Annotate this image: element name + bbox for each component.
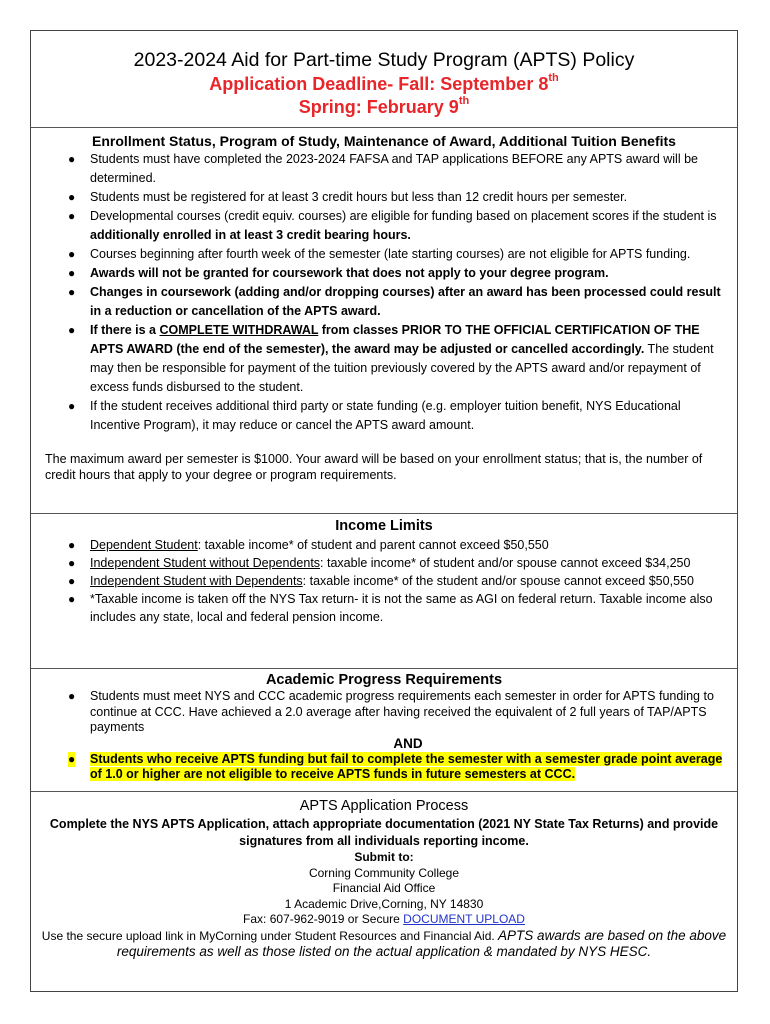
- income-section: [31, 518, 737, 626]
- list-item: ● Students must meet NYS and CCC academic progress requirements each semester in order for APTS funding to continue at CCC. Have achieved a 2.0 average after having received the equivalent of 2 full years of TAP/APTS payments: [68, 689, 714, 734]
- income-heading: Income Limits: [335, 518, 433, 534]
- process-section: [31, 798, 737, 961]
- section-divider: [31, 791, 737, 792]
- list-item: ● Courses beginning after fourth week of the semester (late starting courses) are not eligible for APTS funding.: [68, 247, 691, 261]
- section-divider: [31, 127, 737, 128]
- list-item: ● Developmental courses (credit equiv. courses) are eligible for funding based on placement scores if the student is additionally enrolled in at least 3 credit bearing hours.: [68, 209, 717, 242]
- enrollment-heading: Enrollment Status, Program of Study, Maintenance of Award, Additional Tuition Benefits: [92, 133, 676, 149]
- list-item: ● Independent Student with Dependents: taxable income* of the student and/or spouse cannot exceed $50,550: [68, 574, 694, 588]
- fall-deadline: Application Deadline- Fall: September 8th: [209, 72, 559, 94]
- list-item: ● Changes in coursework (adding and/or dropping courses) after an award has been processed could result in a reduction or cancellation of the APTS award.: [68, 285, 721, 318]
- academic-section: [31, 672, 737, 783]
- and-label: AND: [393, 735, 423, 751]
- list-item: ● Independent Student without Dependents: taxable income* of student and/or spouse cannot exceed $34,250: [68, 556, 691, 570]
- list-item: ● Awards will not be granted for coursework that does not apply to your degree program.: [68, 266, 609, 280]
- list-item: ● Dependent Student: taxable income* of student and parent cannot exceed $50,550: [68, 538, 549, 552]
- spring-deadline: Spring: February 9th: [298, 95, 470, 117]
- list-item: ● Students must have completed the 2023-2024 FAFSA and TAP applications BEFORE any APTS award will be determined.: [68, 152, 698, 185]
- section-divider: [31, 513, 737, 514]
- academic-heading: Academic Progress Requirements: [265, 672, 503, 688]
- list-item: ● Students who receive APTS funding but fail to complete the semester with a semester grade point average of 1.0 or higher are not eligible to receive APTS funds in future semesters at CCC.: [68, 751, 723, 781]
- office-name: Financial Aid Office: [332, 881, 436, 895]
- fax-line: Fax: 607-962-9019 or Secure DOCUMENT UPLOAD: [243, 912, 525, 926]
- list-item: ● If there is a COMPLETE WITHDRAWAL from classes PRIOR TO THE OFFICIAL CERTIFICATION OF THE APTS AWARD (the end of the semester), the award may be adjusted or cancelled accordingly. The student may then be responsible for payment of the tuition previously covered by the APTS award and/or repayment of excess funds disbursed to the student.: [68, 323, 714, 394]
- document-title: 2023-2024 Aid for Part-time Study Program (APTS) Policy: [133, 49, 635, 71]
- process-heading: APTS Application Process: [299, 798, 469, 814]
- policy-document: [30, 30, 738, 992]
- document-upload-link[interactable]: DOCUMENT UPLOAD: [403, 912, 525, 926]
- list-item: ● *Taxable income is taken off the NYS Tax return- it is not the same as AGI on federal return. Taxable income also includes any state, local and federal pension income.: [68, 592, 713, 624]
- max-award-note: The maximum award per semester is $1000. Your award will be based on your enrollment status; that is, the number of credit hours that apply to your degree or program requirements.: [45, 452, 703, 482]
- list-item: ● If the student receives additional third party or state funding (e.g. employer tuition benefit, NYS Educational Incentive Program), it may reduce or cancel the APTS award amount.: [68, 399, 681, 432]
- section-divider: [31, 668, 737, 669]
- upload-note: Use the secure upload link in MyCorning under Student Resources and Financial Aid. APTS awards are based on the above requirements as well as those listed on the actual application & mandated by NYS HESC.: [41, 927, 727, 959]
- submit-to-label: Submit to:: [354, 850, 414, 864]
- college-name: Corning Community College: [308, 865, 460, 880]
- list-item: ● Students must be registered for at least 3 credit hours but less than 12 credit hours per semester.: [68, 190, 628, 204]
- enrollment-section: [31, 133, 737, 483]
- process-instructions: Complete the NYS APTS Application, attach appropriate documentation (2021 NY State Tax Returns) and provide signatures from all individuals reporting income.: [49, 817, 719, 848]
- document-header: [31, 49, 737, 119]
- address: 1 Academic Drive,Corning, NY 14830: [284, 896, 484, 911]
